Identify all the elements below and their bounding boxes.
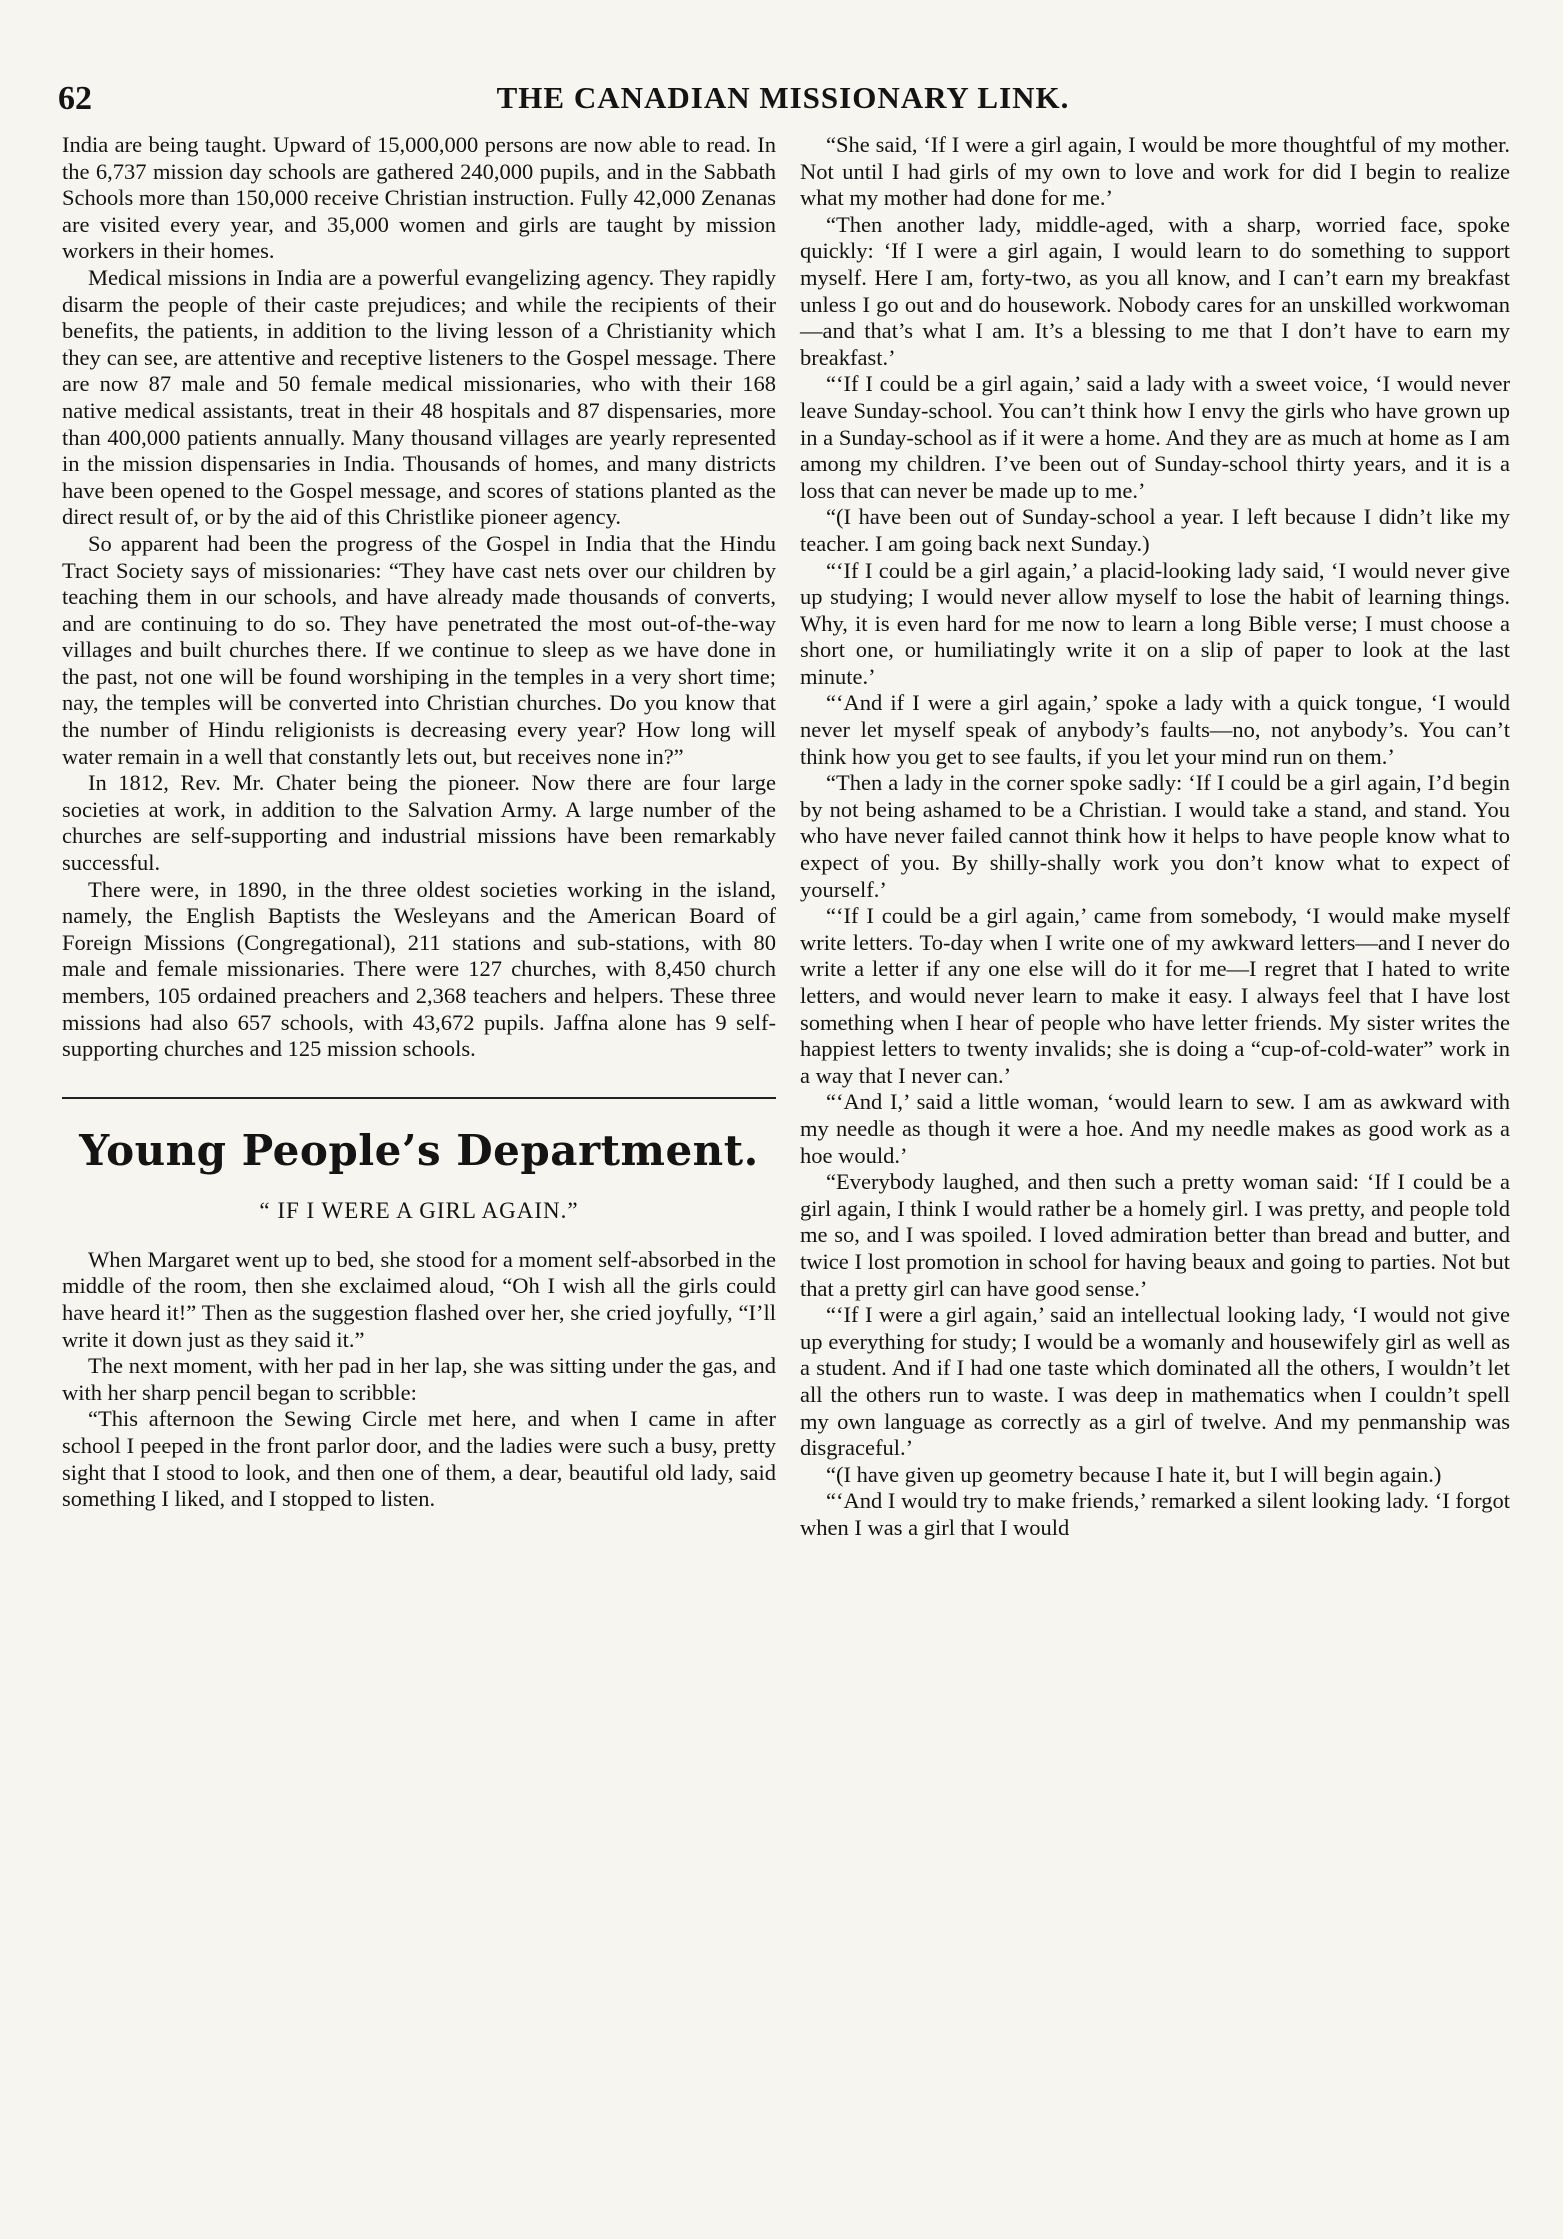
story-paragraph: “Everybody laughed, and then such a pretty woman said: ‘If I could be a girl again, I think I would rather be a homely girl. I was pretty, and people told me so, and I was spoiled. I loved admiration better than bread and butter, and twice I lost promotion in school for having beaux and going to parties. Not but that a pretty girl can have good sense.’ — [800, 1169, 1510, 1301]
page-number: 62 — [58, 80, 92, 117]
story-paragraph: “‘If I could be a girl again,’ a placid-looking lady said, ‘I would never give up studying; I would never allow myself to lose the habit of learning things. Why, it is even hard for me now to learn a long Bible verse; I must choose a short one, or humiliatingly write it on a slip of paper to look at the last minute.’ — [800, 557, 1510, 689]
article-paragraph: In 1812, Rev. Mr. Chater being the pioneer. Now there are four large societies at work, in addition to the Salvation Army. A large number of the churches are self-supporting and industrial missions have been remarkably successful. — [62, 770, 776, 876]
story-paragraph: The next moment, with her pad in her lap, she was sitting under the gas, and with her sharp pencil began to scribble: — [62, 1353, 776, 1405]
section-divider — [62, 1097, 776, 1099]
story-paragraph: “‘And I would try to make friends,’ remarked a silent looking lady. ‘I forgot when I was a girl that I would — [800, 1488, 1510, 1540]
department-title: Young People’s Department. — [79, 1125, 759, 1175]
story-paragraph: When Margaret went up to bed, she stood for a moment self-absorbed in the middle of the room, then she exclaimed aloud, “Oh I wish all the girls could have heard it!” Then as the suggestion flashed over her, she cried joyfully, “I’ll write it down just as they said it.” — [62, 1246, 776, 1352]
story-paragraph: “She said, ‘If I were a girl again, I would be more thoughtful of my mother. Not until I had girls of my own to love and work for did I begin to realize what my mother had done for me.’ — [800, 132, 1510, 211]
article-paragraph: There were, in 1890, in the three oldest societies working in the island, namely, the English Baptists the Wesleyans and the American Board of Foreign Missions (Congregational), 211 stations and sub-stations, with 80 male and female missionaries. There were 127 churches, with 8,450 church members, 105 ordained preachers and 2,368 teachers and helpers. These three missions had also 657 schools, with 43,672 pupils. Jaffna alone has 9 self-supporting churches and 125 mission schools. — [62, 876, 776, 1062]
article-paragraph: Medical missions in India are a powerful evangelizing agency. They rapidly disarm the people of their caste prejudices; and while the recipients of their benefits, the patients, in addition to the living lesson of a Christianity which they can see, are attentive and receptive listeners to the Gospel message. There are now 87 male and 50 female medical missionaries, who with their 168 native medical assistants, treat in their 48 hospitals and 87 dispensaries, more than 400,000 patients annually. Many thousand villages are yearly represented in the mission dispensaries in India. Thousands of homes, and many districts have been opened to the Gospel message, and scores of stations planted as the direct result of, or by the aid of this Christlike pioneer agency. — [62, 264, 776, 530]
article-paragraph: So apparent had been the progress of the Gospel in India that the Hindu Tract Society says of missionaries: “They have cast nets over our children by teaching them in our schools, and have already made thousands of converts, and are continuing to do so. They have penetrated the most out-of-the-way villages and built churches there. If we continue to sleep as we have done in the past, not one will be found worshiping in the temples in a very short time; nay, the temples will be converted into Christian churches. Do you know that the number of Hindu religionists is decreasing every year? How long will water remain in a well that constantly lets out, but receives none in?” — [62, 530, 776, 769]
story-paragraph: “‘And I,’ said a little woman, ‘would learn to sew. I am as awkward with my needle as though it were a hoe. And my needle makes as good work as a hoe would.’ — [800, 1089, 1510, 1168]
left-column — [62, 132, 776, 1513]
story-paragraph: “(I have been out of Sunday-school a year. I left because I didn’t like my teacher. I am going back next Sunday.) — [800, 504, 1510, 556]
story-paragraph: “Then a lady in the corner spoke sadly: ‘If I could be a girl again, I’d begin by not being ashamed to be a Christian. I would take a stand, and stand. You who have never failed cannot think how it helps to have people know what to expect of you. By shilly-shally work you don’t know what to expect of yourself.’ — [800, 770, 1510, 902]
story-paragraph: “This afternoon the Sewing Circle met here, and when I came in after school I peeped in the front parlor door, and the ladies were such a busy, pretty sight that I stood to look, and then one of them, a dear, beautiful old lady, said something I liked, and I stopped to listen. — [62, 1406, 776, 1512]
article-paragraph: India are being taught. Upward of 15,000,000 persons are now able to read. In the 6,737 mission day schools are gathered 240,000 pupils, and in the Sabbath Schools more than 150,000 receive Christian instruction. Fully 42,000 Zenanas are visited every year, and 35,000 women and girls are taught by mission workers in their homes. — [62, 132, 776, 264]
story-paragraph: “‘And if I were a girl again,’ spoke a lady with a quick tongue, ‘I would never let myself speak of anybody’s faults—no, not anybody’s. You can’t think how you get to see faults, if you let your mind run on them.’ — [800, 690, 1510, 769]
page-header — [58, 80, 1508, 130]
story-paragraph: “‘If I were a girl again,’ said an intellectual looking lady, ‘I would not give up everything for study; I would be a womanly and housewifely girl as well as a student. And if I had one taste which dominated all the others, I wouldn’t let all the others run to waste. I was deep in mathematics when I couldn’t spell my own language as correctly as a girl of twelve. And my penmanship was disgraceful.’ — [800, 1302, 1510, 1461]
story-paragraph: “(I have given up geometry because I hate it, but I will begin again.) — [826, 1461, 1442, 1487]
running-head: THE CANADIAN MISSIONARY LINK. — [496, 80, 1070, 115]
story-paragraph: “Then another lady, middle-aged, with a sharp, worried face, spoke quickly: ‘If I were a girl again, I would learn to do something to support myself. Here I am, forty-two, as you all know, and I can’t earn my breakfast unless I go out and do housework. Nobody cares for an unskilled workwoman—and that’s what I am. It’s a blessing to me that I don’t have to earn my breakfast.’ — [800, 211, 1510, 370]
story-paragraph: “‘If I could be a girl again,’ said a lady with a sweet voice, ‘I would never leave Sunday-school. You can’t think how I envy the girls who have grown up in a Sunday-school as if it were a home. And they are as much at home as I am among my children. I’ve been out of Sunday-school thirty years, and it is a loss that can never be made up to me.’ — [800, 371, 1510, 503]
right-column — [800, 132, 1510, 1541]
story-title: “ IF I WERE A GIRL AGAIN.” — [259, 1197, 579, 1223]
story-paragraph: “‘If I could be a girl again,’ came from somebody, ‘I would make myself write letters. To-day when I write one of my awkward letters—and I never do write a letter if any one else will do it for me—I regret that I hated to write letters, and would never learn to make it easy. I always feel that I have lost something when I hear of people who have letter friends. My sister writes the happiest letters to twenty invalids; she is doing a “cup-of-cold-water” work in a way that I never can.’ — [800, 903, 1510, 1088]
